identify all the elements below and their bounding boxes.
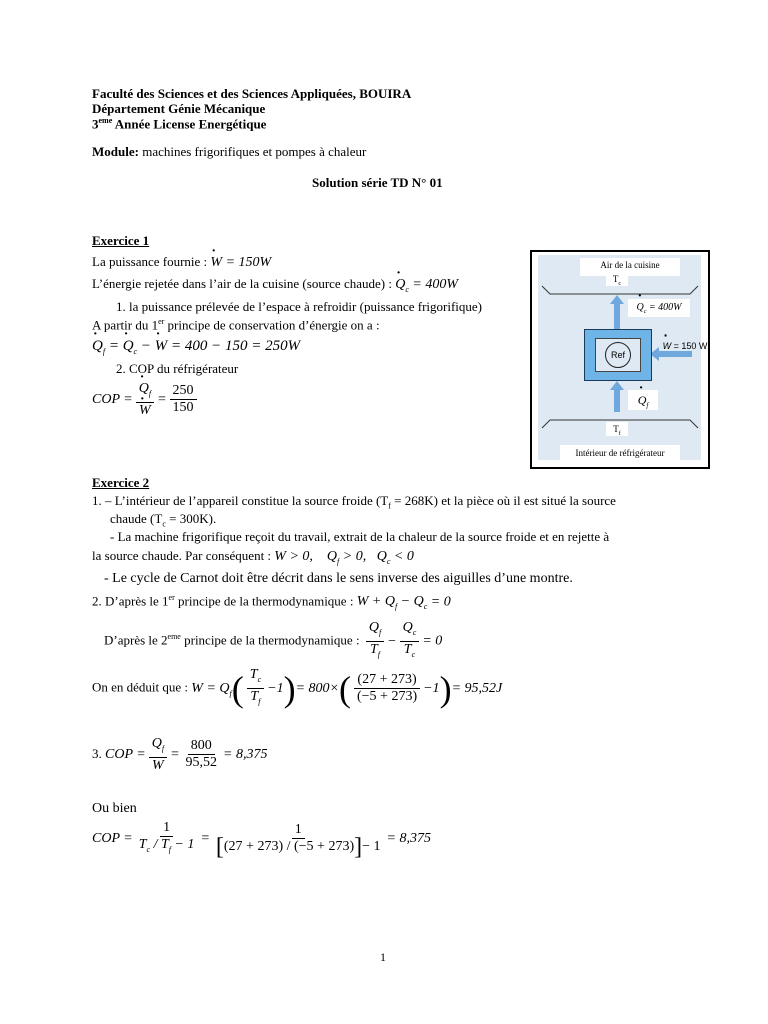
diagram-top-label: Air de la cuisine xyxy=(580,258,680,276)
exercise-2-title: Exercice 2 xyxy=(92,475,150,490)
year-line: 3eme Année License Energétique xyxy=(92,116,267,132)
ex2-carnot: - Le cycle de Carnot doit être décrit dans le sens inverse des aiguilles d’une montre. xyxy=(104,571,573,586)
ex1-energie: L’énergie rejetée dans l’air de la cuisine (source chaude) : · $Q_c = 400W$ xyxy=(92,276,458,294)
ex1-puissance: La puissance fournie : · W = 150W xyxy=(92,254,271,271)
ex2-p1b: chaude $(T_c = 300K)$. xyxy=(110,511,217,529)
department-line: Département Génie Mécanique xyxy=(92,101,266,116)
diagram-tc-label: $T_c$ xyxy=(606,272,628,286)
refrigerator-box xyxy=(584,329,652,381)
ex2-p1c: - La machine frigorifique reçoit du travail, extrait de la chaleur de la source froide et en rejette à xyxy=(110,529,610,544)
ex2-p1a: 1. – L’intérieur de l’appareil constitue la source froide $(T_f = 268K)$ et la pièce où il est situé la source xyxy=(92,493,616,511)
ex1-principe: A partir du 1er principe de conservation d’énergie on a : xyxy=(92,317,380,333)
diagram-qf-label: · $Q_f$ xyxy=(628,390,658,410)
diagram-bottom-label: Intérieur de réfrigérateur xyxy=(560,445,680,461)
ex2-cop3: 3. COP = $\frac{Q_f}{W}$ = $\frac{800}{95,52}$ = 8,375 xyxy=(92,736,268,773)
ex1-item2: 2. COP du réfrigérateur xyxy=(116,361,239,376)
page-title: Solution série TD N° 01 xyxy=(312,175,443,190)
diagram-qc-label: · $Q_c = 400W$ xyxy=(628,299,690,317)
ex2-p1d: la source chaude. Par conséquent : W > 0, $Q_f > 0$, $Q_c < 0$ xyxy=(92,548,414,566)
refrigerator-inner xyxy=(595,338,641,372)
ex2-deduit: On en déduit que : $W = Q_f$( $\frac{T_c}{T_f}$ −1)= 800×( $\frac{(27 + 273)}{(-5 + 273)}$ −1)= 95,52J xyxy=(92,667,503,709)
ex1-cop-formula: COP = · $Q_f$ · W = $\frac{250}{150}$ xyxy=(92,381,200,419)
diagram-w-label: · W = 150 W xyxy=(660,338,710,354)
module-line: Module: machines frigorifiques et pompes à chaleur xyxy=(92,144,367,159)
refrigerator-diagram xyxy=(530,250,710,469)
refrigerator-cycle-icon: Ref xyxy=(605,342,631,368)
ex1-equation: · $Q_f$ = · $Q_c$ − · W = 400 − 150 = 250W xyxy=(92,338,300,356)
ex2-p2: 2. D’après le 1er principe de la thermodynamique : $W + Q_f - Q_c = 0$ xyxy=(92,593,451,612)
exercise-1-title: Exercice 1 xyxy=(92,233,150,248)
ex2-oubien: Ou bien xyxy=(92,801,137,816)
page-number: 1 xyxy=(380,950,386,964)
faculty-line: Faculté des Sciences et des Sciences Appliquées, BOUIRA xyxy=(92,86,412,101)
ex2-cop4: COP = $\frac{1}{T_c / T_f - 1}$ = $\frac{1}{[(27 + 273) / (-5 + 273)]- 1}$ = 8,375 xyxy=(92,820,431,861)
ex2-p3: D’après le 2eme principe de la thermodynamique : $\frac{Q_f}{T_f}$ − $\frac{Q_c}{T_c}$ = 0 xyxy=(104,620,443,659)
ex1-item1: 1. la puissance prélevée de l’espace à refroidir (puissance frigorifique) xyxy=(116,299,482,314)
diagram-tf-label: $T_f$ xyxy=(606,422,628,436)
